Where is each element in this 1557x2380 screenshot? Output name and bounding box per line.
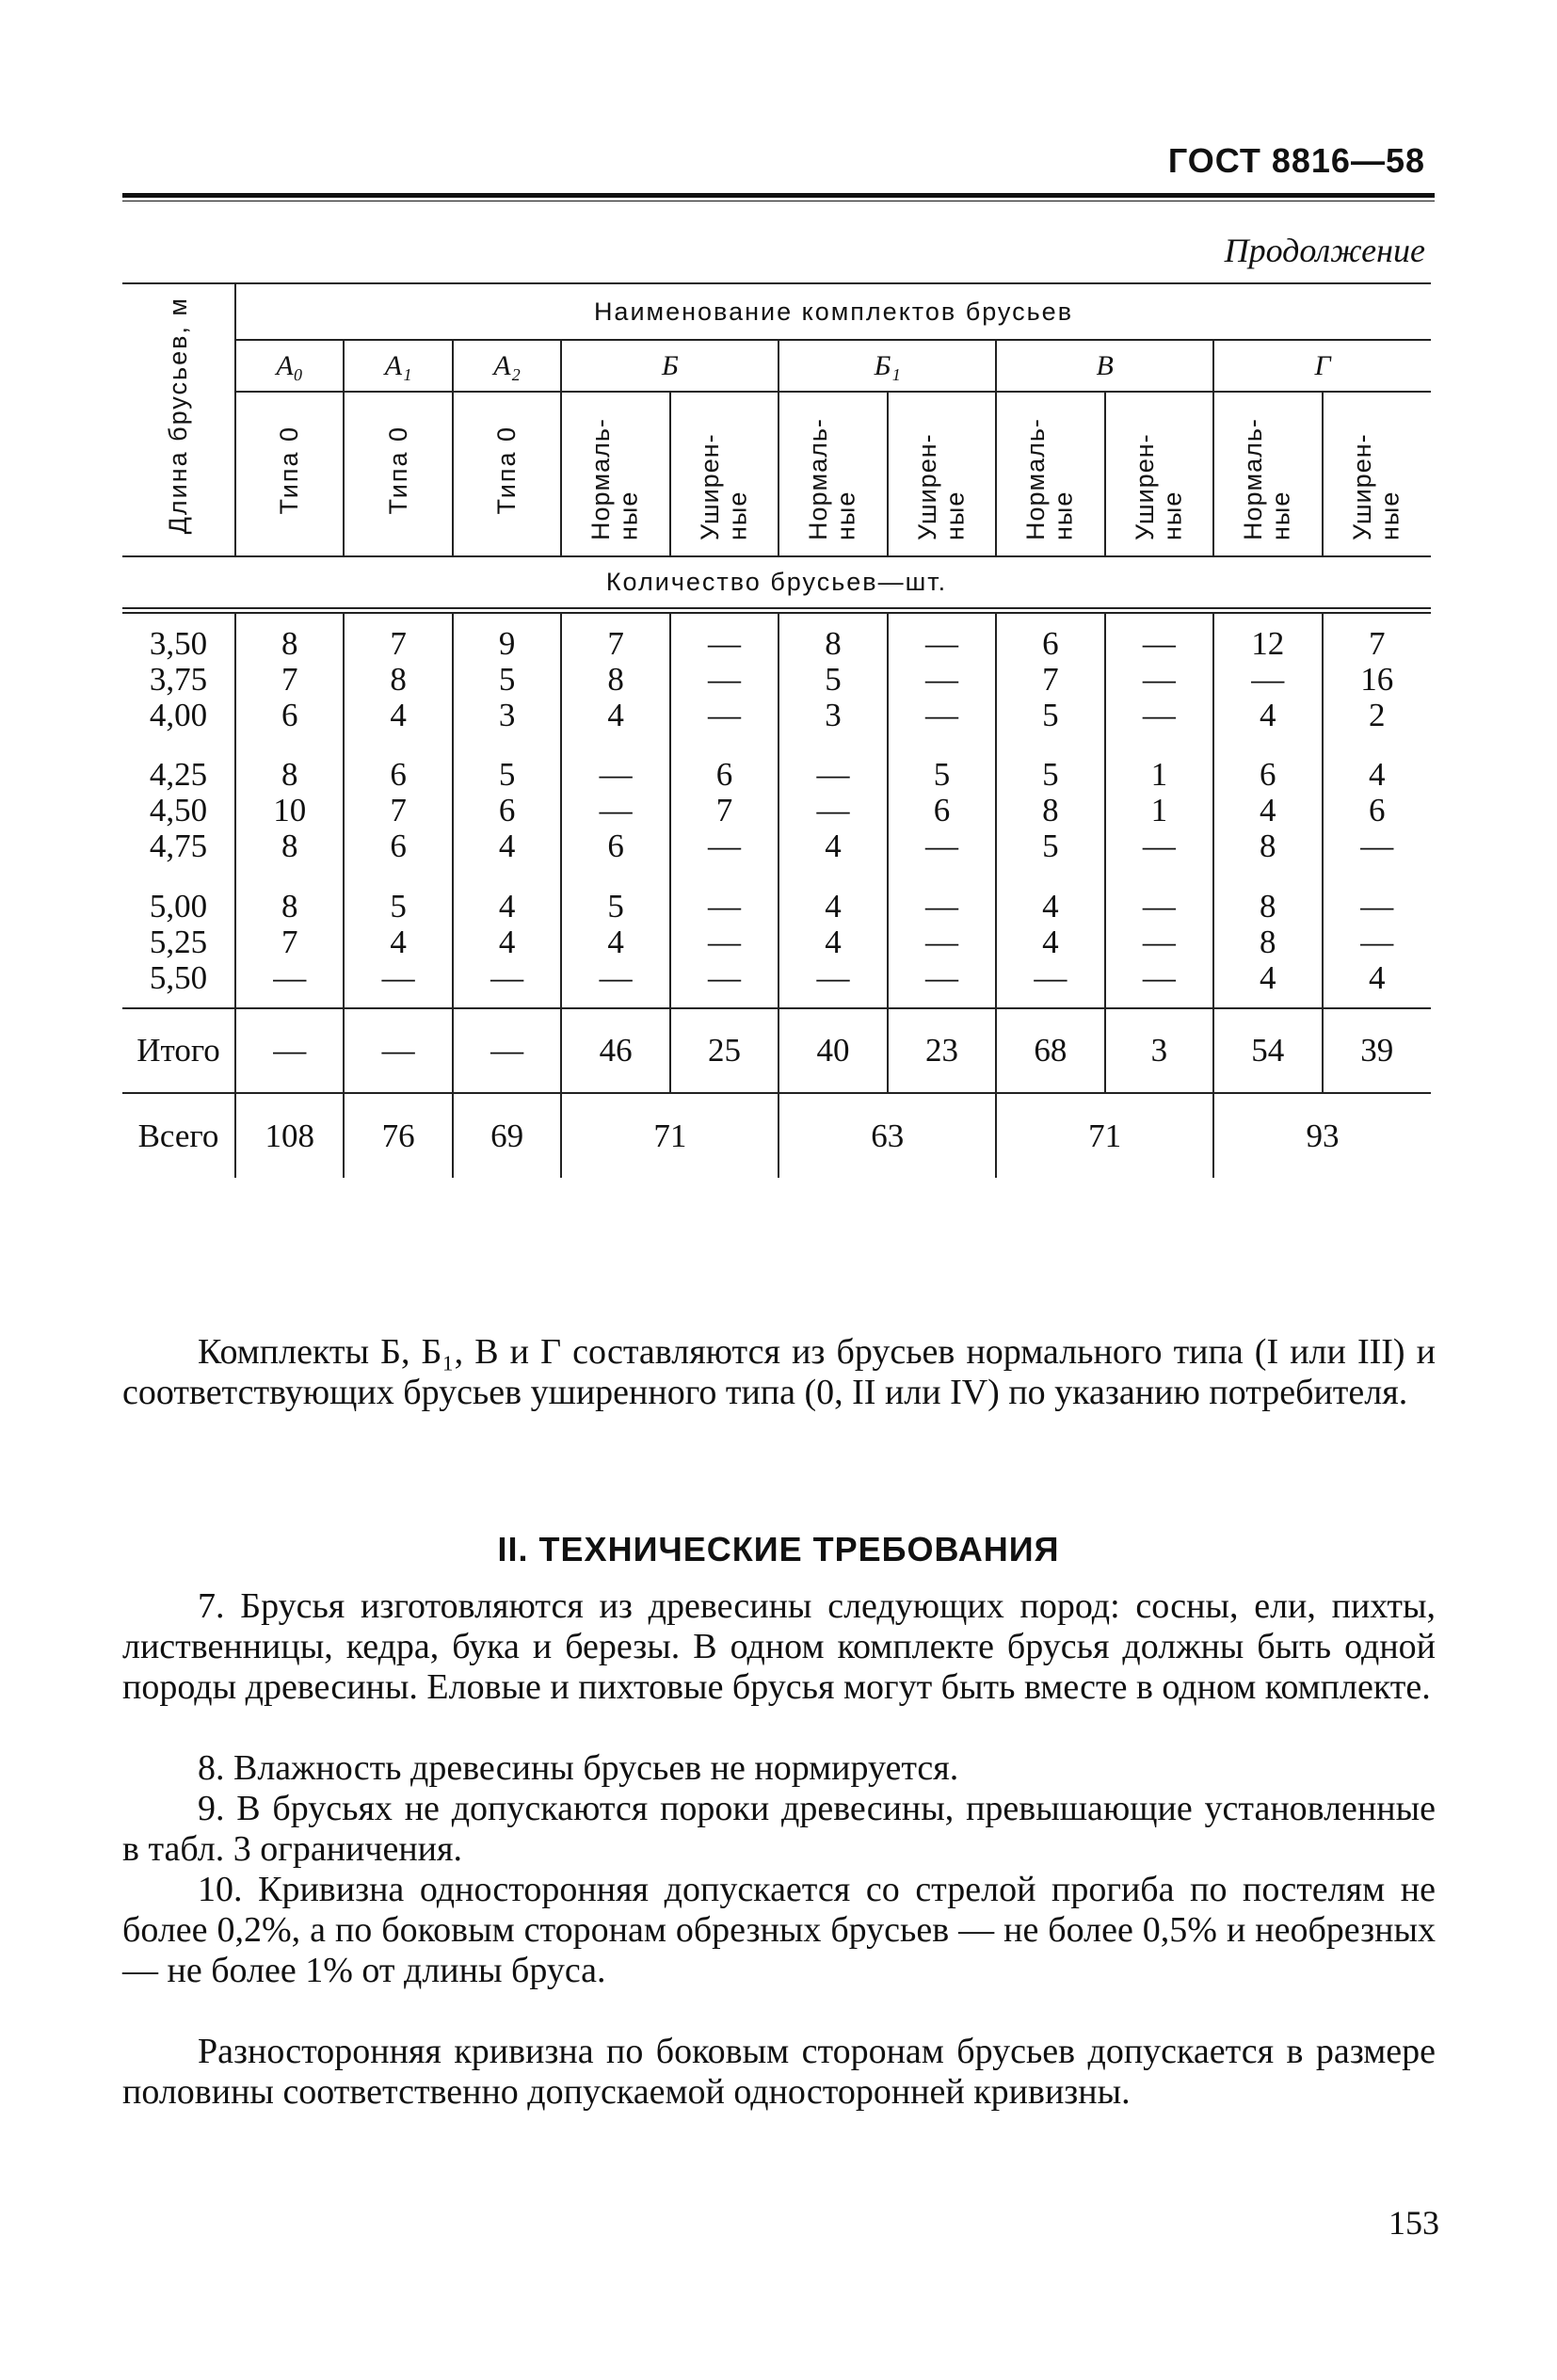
kit-b1: Б₁	[778, 340, 996, 392]
vsego-cell: 71	[996, 1093, 1213, 1178]
type-label: Уширен- ные	[912, 433, 970, 540]
itogo-cell: 40	[778, 1008, 887, 1093]
kits-note: Комплекты Б, Б₁, В и Г составляются из брусьев нормального типа (I или III) и соответствующих брусьев уширенного типа (0, II или IV) по указанию потребителя.	[122, 1332, 1436, 1412]
paragraph-10: 10. Кривизна односторонняя допускается со стрелой прогиба по постелям не более 0,2%, а по боковым сторонам обрезных брусьев — не более 0,5% и необрезных — не более 1% от длины бруса.	[122, 1870, 1436, 1990]
vsego-cell: 63	[778, 1093, 996, 1178]
itogo-cell: 54	[1213, 1008, 1322, 1093]
value-cell: 6 4 8	[1213, 745, 1322, 876]
itogo-row	[122, 1008, 1431, 1093]
type-label: Уширен- ные	[1130, 433, 1187, 540]
page-number: 153	[1388, 2204, 1439, 2242]
paragraph-9: 9. В брусьях не допускаются пороки древесины, превышающие установленные в табл. 3 ограничения.	[122, 1789, 1436, 1869]
value-cell: — — —	[1105, 876, 1213, 1008]
value-cell: 5 8 5	[996, 745, 1104, 876]
kit-a0: A₀	[235, 340, 344, 392]
table-row	[122, 745, 1431, 876]
type-label: Нормаль- ные	[1021, 418, 1078, 540]
itogo-cell: 23	[888, 1008, 996, 1093]
value-cell: 1 1 —	[1105, 745, 1213, 876]
vsego-label: Всего	[137, 1117, 219, 1154]
value-cell: 6 7 —	[670, 745, 778, 876]
itogo-cell: —	[453, 1008, 561, 1093]
itogo-cell: 46	[561, 1008, 669, 1093]
paragraph-8: 8. Влажность древесины брусьев не нормируется.	[198, 1748, 959, 1788]
itogo-cell: —	[235, 1008, 344, 1093]
vsego-row	[122, 1093, 1431, 1178]
paragraph-11: Разносторонняя кривизна по боковым сторонам брусьев допускается в размере половины соответственно допускаемой односторонней кривизны.	[122, 2032, 1436, 2112]
length-cell: 5,00 5,25 5,50	[149, 887, 208, 996]
value-cell: 8 7 6	[235, 613, 344, 745]
value-cell: — — —	[670, 613, 778, 745]
itogo-cell: 3	[1105, 1008, 1213, 1093]
value-cell: 5 4 —	[561, 876, 669, 1008]
group-header: Наименование комплектов брусьев	[235, 283, 1431, 340]
kit-a2: A₂	[453, 340, 561, 392]
type-label: Уширен- ные	[1348, 433, 1405, 540]
length-header-cell	[122, 283, 235, 556]
length-cell: 3,50 3,75 4,00	[149, 624, 208, 733]
type-label: Типа 0	[492, 425, 522, 515]
value-cell: 8 7 —	[235, 876, 344, 1008]
type-label: Типа 0	[275, 425, 304, 515]
section-title: II. ТЕХНИЧЕСКИЕ ТРЕБОВАНИЯ	[497, 1530, 1060, 1568]
vsego-cell: 69	[453, 1093, 561, 1178]
value-cell: 8 10 8	[235, 745, 344, 876]
value-cell: — — 6	[561, 745, 669, 876]
table-row	[122, 876, 1431, 1008]
value-cell: 12 — 4	[1213, 613, 1322, 745]
value-cell: 4 4 —	[453, 876, 561, 1008]
type-label: Уширен- ные	[695, 433, 752, 540]
type-label: Типа 0	[383, 425, 412, 515]
value-cell: 7 8 4	[344, 613, 452, 745]
table-row	[122, 613, 1431, 745]
value-cell: — — 4	[1323, 876, 1431, 1008]
vsego-cell: 71	[561, 1093, 778, 1178]
kit-a1: A₁	[344, 340, 452, 392]
document-code: ГОСТ 8816—58	[1167, 141, 1425, 180]
type-label: Нормаль- ные	[804, 418, 860, 540]
value-cell: 5 6 4	[453, 745, 561, 876]
itogo-cell: 25	[670, 1008, 778, 1093]
continuation-label: Продолжение	[1224, 232, 1425, 269]
value-cell: 5 4 —	[344, 876, 452, 1008]
value-cell: 4 6 —	[1323, 745, 1431, 876]
bars-data	[122, 612, 1431, 1178]
value-cell: 8 8 4	[1213, 876, 1322, 1008]
value-cell: 4 4 —	[778, 876, 887, 1008]
type-label: Нормаль- ные	[1239, 418, 1295, 540]
header-rule	[122, 193, 1435, 198]
itogo-cell: —	[344, 1008, 452, 1093]
value-cell: — — —	[888, 613, 996, 745]
bars-table	[122, 282, 1431, 609]
value-cell: 9 5 3	[453, 613, 561, 745]
length-cell: 4,25 4,50 4,75	[149, 756, 208, 864]
value-cell: 6 7 6	[344, 745, 452, 876]
vsego-cell: 93	[1213, 1093, 1431, 1178]
kit-v: В	[996, 340, 1213, 392]
itogo-label: Итого	[136, 1032, 220, 1069]
vsego-cell: 76	[344, 1093, 452, 1178]
value-cell: — — —	[670, 876, 778, 1008]
value-cell: 7 8 4	[561, 613, 669, 745]
value-cell: 8 5 3	[778, 613, 887, 745]
value-cell: 4 4 —	[996, 876, 1104, 1008]
length-header: Длина брусьев, м	[163, 297, 192, 535]
value-cell: — — —	[1105, 613, 1213, 745]
itogo-cell: 39	[1323, 1008, 1431, 1093]
type-label: Нормаль- ные	[586, 418, 644, 540]
itogo-cell: 68	[996, 1008, 1104, 1093]
quantity-header: Количество брусьев—шт.	[605, 568, 948, 596]
vsego-cell: 108	[235, 1093, 344, 1178]
value-cell: — — 4	[778, 745, 887, 876]
value-cell: — — —	[888, 876, 996, 1008]
value-cell: 5 6 —	[888, 745, 996, 876]
value-cell: 7 16 2	[1323, 613, 1431, 745]
kit-b: Б	[561, 340, 778, 392]
value-cell: 6 7 5	[996, 613, 1104, 745]
kit-g: Г	[1213, 340, 1431, 392]
paragraph-7: 7. Брусья изготовляются из древесины следующих пород: сосны, ели, пихты, лиственницы, кедра, бука и березы. В одном комплекте брусья должны быть одной породы древесины. Еловые и пихтовые брусья могут быть вместе в одном комплекте.	[122, 1586, 1436, 1707]
